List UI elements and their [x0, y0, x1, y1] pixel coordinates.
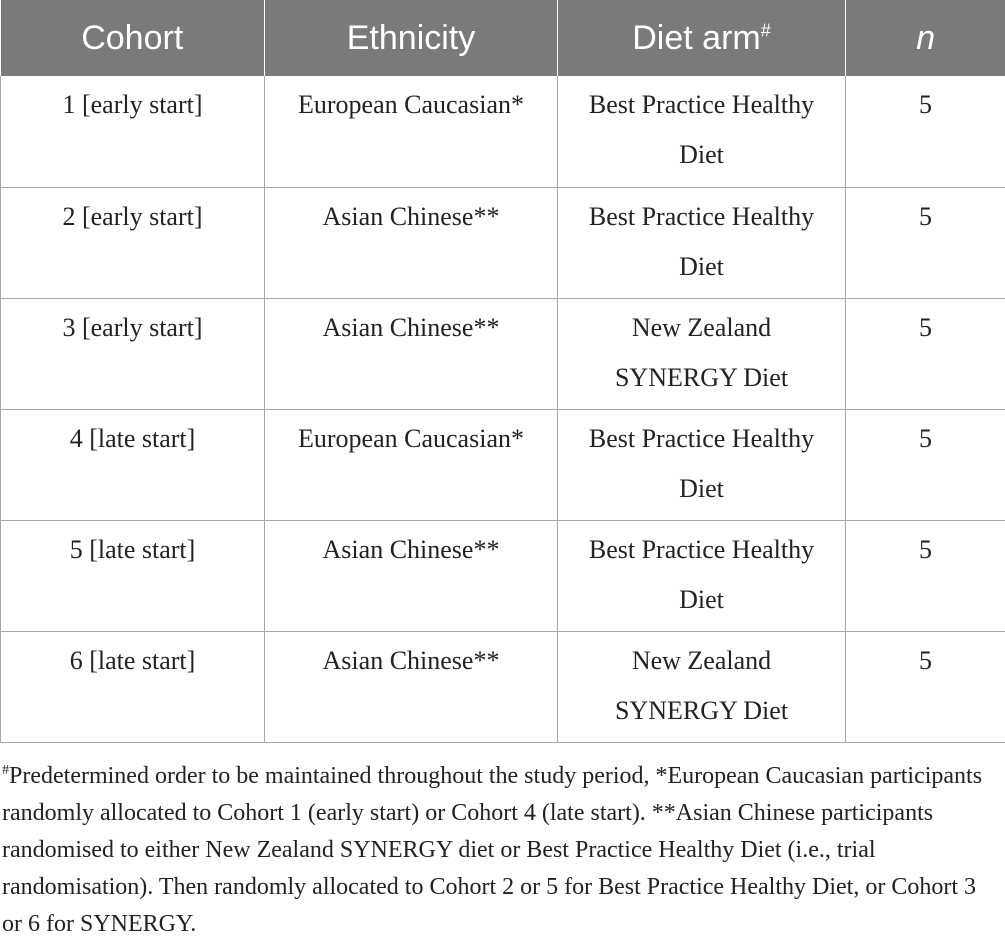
cell-n	[846, 76, 1005, 187]
cell-diet-arm	[558, 409, 846, 520]
n-text: 5	[919, 423, 932, 453]
cell-diet-arm	[558, 298, 846, 409]
header-row	[1, 0, 1005, 76]
header-diet-arm	[558, 0, 846, 76]
cell-ethnicity	[265, 409, 558, 520]
ethnicity-text: Asian Chinese**	[322, 312, 500, 342]
cohort-text: 5 [late start]	[69, 534, 196, 564]
cell-ethnicity	[265, 298, 558, 409]
table-footnote	[2, 758, 998, 943]
cell-cohort	[1, 520, 265, 631]
diet-arm-text: Best Practice Healthy Diet	[588, 201, 815, 281]
cell-diet-arm	[558, 76, 846, 187]
cell-ethnicity	[265, 631, 558, 742]
n-text: 5	[919, 201, 932, 231]
table-row	[1, 520, 1005, 631]
cell-n	[846, 187, 1005, 298]
header-ethnicity: Ethnicity	[265, 0, 558, 76]
diet-arm-text: Best Practice Healthy Diet	[588, 534, 815, 614]
cell-ethnicity	[265, 187, 558, 298]
ethnicity-text: Asian Chinese**	[322, 645, 500, 675]
diet-arm-text: New Zealand SYNERGY Diet	[614, 312, 789, 392]
diet-arm-text: Best Practice Healthy Diet	[588, 90, 815, 169]
n-text: 5	[919, 534, 932, 564]
table-body	[1, 76, 1005, 742]
cohort-text: 6 [late start]	[69, 645, 196, 675]
ethnicity-text: European Caucasian*	[298, 90, 524, 119]
cell-cohort	[1, 631, 265, 742]
cell-diet-arm	[558, 631, 846, 742]
table-row	[1, 298, 1005, 409]
diet-arm-text: Best Practice Healthy Diet	[588, 423, 815, 503]
cell-n	[846, 631, 1005, 742]
cell-diet-arm	[558, 187, 846, 298]
table-row	[1, 76, 1005, 187]
n-text: 5	[919, 312, 932, 342]
cell-cohort	[1, 187, 265, 298]
header-cohort: Cohort	[1, 0, 265, 76]
table-row	[1, 187, 1005, 298]
cohort-text: 1 [early start]	[62, 90, 203, 119]
cohort-text: 4 [late start]	[69, 423, 196, 453]
n-text: 5	[919, 90, 932, 119]
table-row	[1, 409, 1005, 520]
ethnicity-text: European Caucasian*	[298, 423, 524, 453]
cell-ethnicity	[265, 520, 558, 631]
diet-arm-text: New Zealand SYNERGY Diet	[614, 645, 789, 725]
footnote-mark: #	[2, 763, 9, 778]
table-header	[1, 0, 1005, 76]
cohort-text: 2 [early start]	[62, 201, 203, 231]
n-text: 5	[919, 645, 932, 675]
ethnicity-text: Asian Chinese**	[322, 201, 500, 231]
cell-cohort	[1, 76, 265, 187]
cell-n	[846, 409, 1005, 520]
header-diet-arm-mark: #	[760, 20, 771, 41]
cell-cohort	[1, 409, 265, 520]
cell-n	[846, 298, 1005, 409]
header-n: n	[846, 0, 1005, 76]
ethnicity-text: Asian Chinese**	[322, 534, 500, 564]
cell-n	[846, 520, 1005, 631]
cohort-text: 3 [early start]	[62, 312, 203, 342]
table-row	[1, 631, 1005, 742]
cell-cohort	[1, 298, 265, 409]
cell-diet-arm	[558, 520, 846, 631]
footnote-text: Predetermined order to be maintained throughout the study period, *European Caucasian participants randomly allocated to Cohort 1 (early start) or Cohort 4 (late start). **Asian Chinese participants randomised to either New Zealand SYNERGY diet or Best Practice Healthy Diet (i.e., trial randomisation). Then randomly allocated to Cohort 2 or 5 for Best Practice Healthy Diet, or Cohort 3 or 6 for SYNERGY.	[2, 763, 983, 937]
cell-ethnicity	[265, 76, 558, 187]
header-diet-arm-label: Diet arm	[632, 18, 761, 57]
